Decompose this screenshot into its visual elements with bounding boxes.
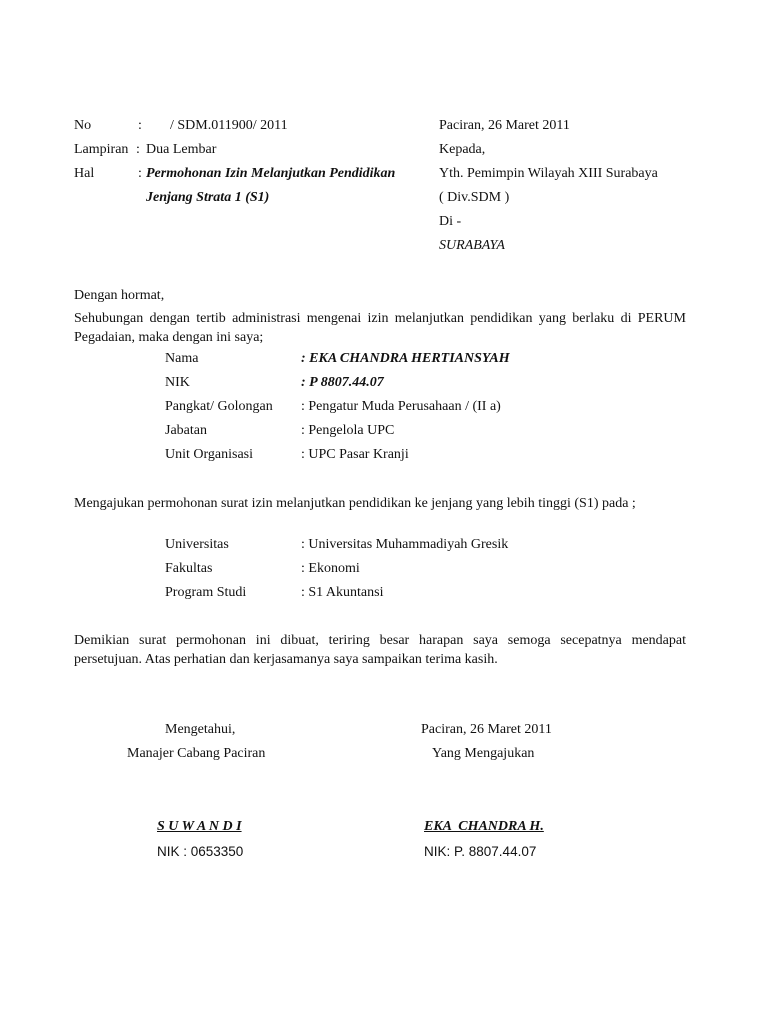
applicant-value-jabatan: : Pengelola UPC (301, 423, 395, 438)
right-sign-title2: Yang Mengajukan (432, 746, 535, 761)
no-value: / SDM.011900/ 2011 (170, 118, 288, 133)
applicant-label-nik: NIK (165, 375, 190, 390)
right-signatory-name: EKA CHANDRA H. (424, 819, 544, 834)
left-sign-title2: Manajer Cabang Paciran (127, 746, 266, 761)
hal-subject-line1: Permohonan Izin Melanjutkan Pendidikan (146, 166, 396, 181)
hal-subject-line2: Jenjang Strata 1 (S1) (146, 190, 270, 205)
applicant-label-pangkat: Pangkat/ Golongan (165, 399, 273, 414)
greeting: Dengan hormat, (74, 288, 165, 303)
closing-paragraph: Demikian surat permohonan ini dibuat, teriring besar harapan saya semoga secepatnya mendapat persetujuan. Atas perhatian dan kerjasamanya saya sampaikan terima kasih. (74, 633, 686, 667)
right-signatory-nik: NIK: P. 8807.44.07 (424, 844, 537, 859)
hal-label: Hal (74, 166, 95, 181)
no-label: No (74, 118, 92, 133)
applicant-value-unit: : UPC Pasar Kranji (301, 447, 409, 462)
intro-paragraph: Sehubungan dengan tertib administrasi mengenai izin melanjutkan pendidikan yang berlaku di PERUM Pegadaian, maka dengan ini saya; (74, 311, 686, 345)
left-sign-title1: Mengetahui, (165, 722, 236, 737)
recipient-city: SURABAYA (439, 238, 505, 253)
request-paragraph: Mengajukan permohonan surat izin melanjutkan pendidikan ke jenjang yang lebih tinggi (S1) pada ; (74, 496, 636, 511)
applicant-value-nik: : P 8807.44.07 (301, 375, 384, 390)
right-sign-date: Paciran, 26 Maret 2011 (421, 722, 552, 737)
no-colon: : (138, 118, 142, 133)
lampiran-value: Dua Lembar (146, 142, 217, 157)
applicant-label-unit: Unit Organisasi (165, 447, 254, 462)
recipient-di: Di - (439, 214, 462, 229)
applicant-value-nama: : EKA CHANDRA HERTIANSYAH (301, 351, 510, 366)
education-value-universitas: : Universitas Muhammadiyah Gresik (301, 537, 509, 552)
left-signatory-nik: NIK : 0653350 (157, 844, 244, 859)
recipient-title: Yth. Pemimpin Wilayah XIII Surabaya (439, 166, 658, 181)
education-label-universitas: Universitas (165, 537, 229, 552)
education-value-fakultas: : Ekonomi (301, 561, 360, 576)
recipient-division: ( Div.SDM ) (439, 190, 510, 205)
education-value-prodi: : S1 Akuntansi (301, 585, 384, 600)
education-label-prodi: Program Studi (165, 585, 247, 600)
education-label-fakultas: Fakultas (165, 561, 213, 576)
applicant-label-jabatan: Jabatan (165, 423, 207, 438)
place-date: Paciran, 26 Maret 2011 (439, 118, 570, 133)
kepada: Kepada, (439, 142, 486, 157)
lampiran-colon: : (136, 142, 140, 157)
hal-colon: : (138, 166, 142, 181)
applicant-label-nama: Nama (165, 351, 199, 366)
lampiran-label: Lampiran (74, 142, 129, 157)
applicant-value-pangkat: : Pengatur Muda Perusahaan / (II a) (301, 399, 501, 414)
left-signatory-name: S U W A N D I (157, 819, 242, 834)
